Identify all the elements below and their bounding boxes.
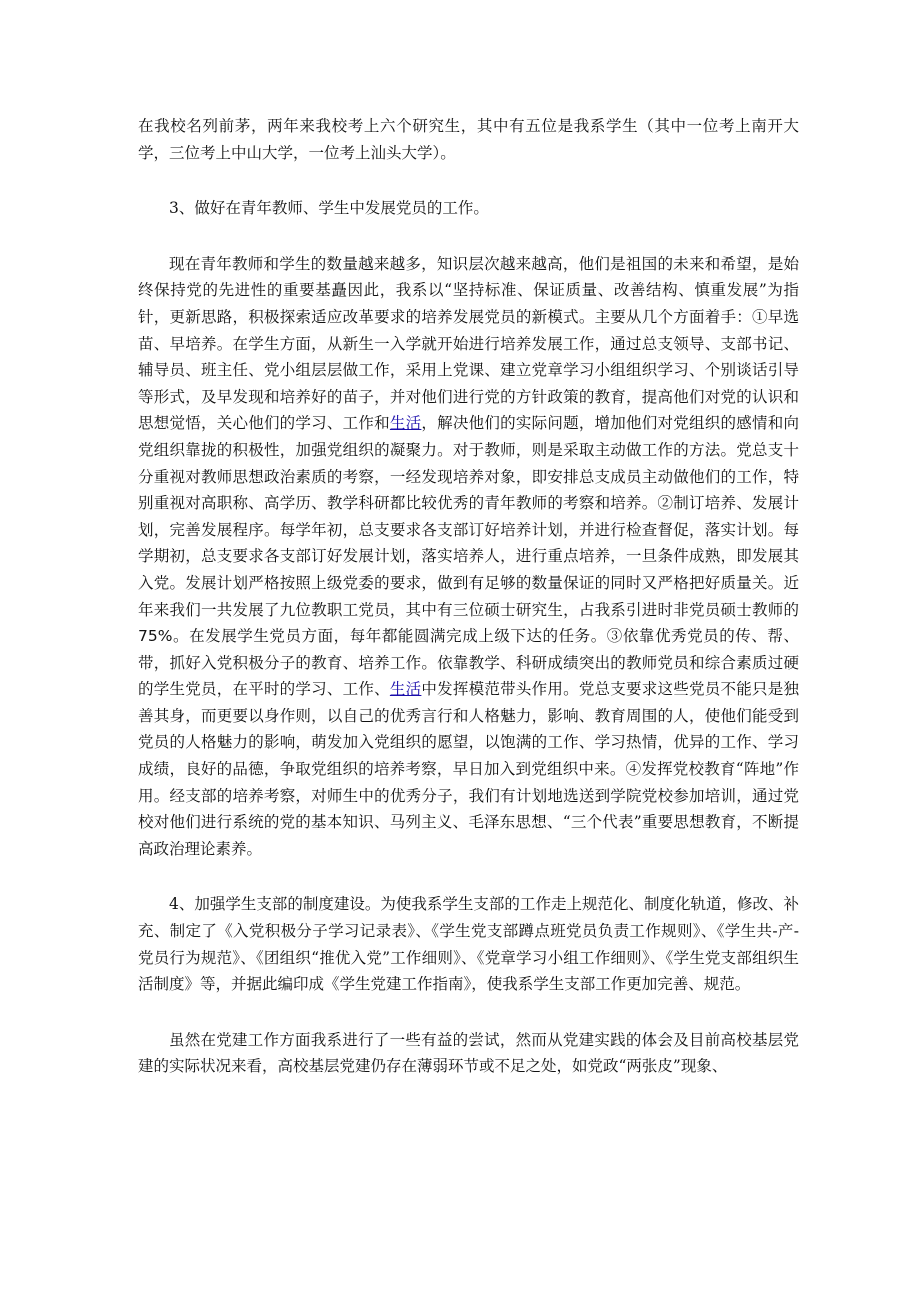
paragraph-text-part: 。在发展学生党员方面，每年都能圆满完成上级下达的任务。③依靠优秀党员的传、帮、带，抓好入党积极分子的教育、培养工作。依靠教学、科研成绩突出的教师党员和综合素质过硬的学生党员，在平时的学习、工作、: [138, 627, 799, 699]
paragraph-branch-system: [138, 891, 799, 997]
paragraph-party-development: [138, 251, 799, 863]
paragraph-text-part: 现在青年教师和学生的数量越来越多，知识层次越来越高，他们是祖国的未来和希望，是始终保持党的先进性的重要基矗因此，我系以“坚持标准、保证质量、改善结构、慎重发展”为指针，更新思路，积极探索适应改革要求的培养发展党员的新模式。主要从几个方面着手：①早选苗、早培养。在学生方面，从新生一入学就开始进行培养发展工作，通过总支领导、支部书记、辅导员、班主任、党小组层层做工作，采用上党课、建立党章学习小组组织学习、个别谈话引导等形式，及早发现和培养好的苗子，并对他们进行党的方针政策的教育，提高他们对党的认识和思想觉悟，关心他们的学习、工作和: [138, 254, 799, 433]
paragraph-continuation: [138, 113, 799, 166]
paragraph-text-part: 中发挥模范带头作用。党总支要求这些党员不能只是独善其身，而更要以身作则，以自己的优秀言行和人格魅力，影响、教育周围的人，使他们能受到党员的人格魅力的影响，萌发加入党组织的愿望，以饱满的工作、学习热情，优异的工作、学习成绩，良好的品德，争取党组织的培养考察，早日加入到党组织中来。④发挥党校教育“阵地”作用。经支部的培养考察，对师生中的优秀分子，我们有计划地选送到学院党校参加培训，通过党校对他们进行系统的党的基本知识、马列主义、毛泽东思想、“三个代表”重要思想教育，不断提高政治理论素养。: [138, 680, 799, 858]
percentage-value: 75%: [138, 627, 173, 646]
paragraph-text-part: ，解决他们的实际问题，增加他们对党组织的感情和向党组织靠拢的积极性，加强党组织的凝聚力。对于教师，则是采取主动做工作的方法。党总支十分重视对教师思想政治素质的考察，一经发现培养对象，即安排总支成员主动做他们的工作，特别重视对高职称、高学历、教学科研都比较优秀的青年教师的考察和培养。②制订培养、发展计划，完善发展程序。每学年初，总支要求各支部订好培养计划，并进行检查督促，落实计划。每学期初，总支要求各支部订好发展计划，落实培养人，进行重点培养，一旦条件成熟，即发展其入党。发展计划严格按照上级党委的要求，做到有足够的数量保证的同时又严格把好质量关。近年来我们一共发展了九位教职工党员，其中有三位硕士研究生，占我系引进时非党员硕士教师的: [138, 414, 799, 619]
life-link[interactable]: 生活: [389, 414, 422, 433]
document-page: [138, 113, 799, 1109]
section-heading-text: 3、做好在青年教师、学生中发展党员的工作。: [169, 199, 489, 218]
paragraph-conclusion: [138, 1027, 799, 1080]
paragraph-text: 虽然在党建工作方面我系进行了一些有益的尝试，然而从党建实践的体会及目前高校基层党建的实际状况来看，高校基层党建仍存在薄弱环节或不足之处，如党政“两张皮”现象、: [138, 1030, 799, 1076]
paragraph-text: 在我校名列前茅，两年来我校考上六个研究生，其中有五位是我系学生（其中一位考上南开大学，三位考上中山大学，一位考上汕头大学）。: [138, 117, 799, 162]
life-link[interactable]: 生活: [389, 680, 422, 699]
paragraph-text: 4、加强学生支部的制度建设。为使我系学生支部的工作走上规范化、制度化轨道，修改、补充、制定了《入党积极分子学习记录表》、《学生党支部蹲点班党员负责工作规则》、《学生共-产-党员行为规范》、《团组织“推优入党”工作细则》、《党章学习小组工作细则》、《学生党支部组织生活制度》等，并据此编印成《学生党建工作指南》，使我系学生支部工作更加完善、规范。: [138, 895, 799, 994]
section-heading-3: [138, 195, 799, 222]
